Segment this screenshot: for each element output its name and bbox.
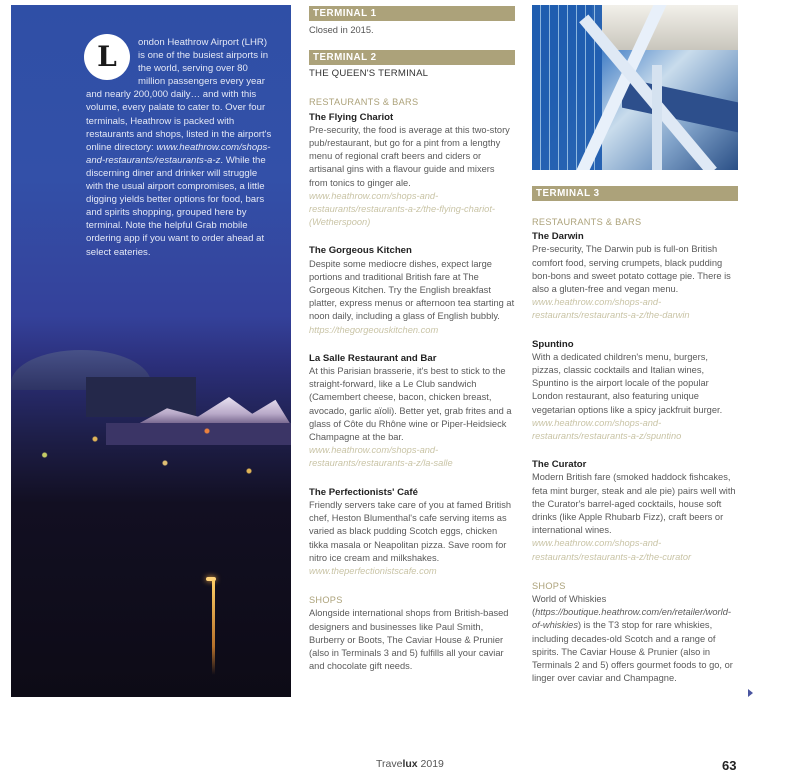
intro-text-lead: ondon Heathrow Airport (LHR) is one of the busiest airports in the world, serving over 80 million passengers every year and nearly 200,000 daily… and with this volume, every palate to cater to. Over four terminals, Heathrow is packed with restaurants and shops, listed in the airport's online directory: [86,37,272,153]
restaurant-description: Pre-security, The Darwin pub is full-on British comfort food, serving crumpets, black pudding bon-bons and sweet potato cottage pie. There is also a gluten-free and vegan menu. [532,244,731,295]
restaurant-name: The Perfectionists' Café [309,486,418,498]
restaurant-description: With a dedicated children's menu, burgers, pizzas, classic cocktails and Italian wines, Spuntino is the airport locale of the popular London restaurant, also featuring unique vegetarian options like a spicy jackfruit burger. [532,351,723,415]
restaurant-link[interactable]: www.heathrow.com/shops-and-restaurants/restaurants-a-z/the-curator [532,538,692,562]
restaurant-link[interactable]: www.heathrow.com/shops-and-restaurants/restaurants-a-z/the-flying-chariot-(Wetherspoon) [309,190,496,228]
terminal-interior-photo [532,5,738,170]
restaurant-link[interactable]: www.heathrow.com/shops-and-restaurants/restaurants-a-z/the-darwin [532,297,690,321]
restaurant-entry [532,338,738,444]
intro-text-tail: . While the discerning diner and drinker will struggle with the usual airport compromises, a little digging yields better options for food, bars and spirits shopping, grouped here by terminal. Note the helpful Grab mobile ordering app if you want to order ahead at select eateries. [86,154,266,258]
brand-prefix: Trave [376,758,403,770]
restaurant-entry [309,352,515,471]
terminal-2-heading: TERMINAL 2 [309,50,515,65]
brand-bold: lux [402,758,418,770]
street-lamp-pole [212,580,215,675]
restaurant-link[interactable]: www.heathrow.com/shops-and-restaurants/restaurants-a-z/la-salle [309,445,453,469]
restaurant-link[interactable]: https://thegorgeouskitchen.com [309,324,439,335]
restaurant-description: Modern British fare (smoked haddock fishcakes, feta mint burger, steak and ale pie) pairs well with the Curator's barrel-aged cocktails, house soft drinks (like Apple Rhubarb Fizz), craft beers or international wines. [532,472,736,536]
column-terminal-3 [532,186,738,686]
t3-shops-tail: ) is the T3 stop for rare whiskies, including decades-old Scotch and a range of spirits. The Caviar House & Prunier (also in Terminals 2 and 5) offers gourmet foods to go, or linger over caviar and Champagne. [532,620,733,684]
steel-beam [652,65,662,170]
dropcap-letter: L [84,34,130,80]
restaurant-entry [309,244,515,336]
t3-shops-lead: World of Whiskies ( [532,594,607,618]
t2-restaurants-heading: RESTAURANTS & BARS [309,97,419,108]
restaurant-description: Friendly servers take care of you at famed British chef, Heston Blumenthal's cafe serving items as varied as black pudding Scotch eggs, chicken tikka masala or Neapolitan pizza. Save room for nitro ice cream and milkshakes. [309,499,512,563]
t2-shops-heading: SHOPS [309,595,343,606]
directory-link[interactable]: www.heathrow.com/shops-and-restaurants/restaurants-a-z [86,141,271,166]
restaurant-description: Pre-security, the food is average at this two-story pub/restaurant, but go for a pint from a lengthy menu of regional craft beers and ciders or artisanal gins with a flavour guide and mixers from tonics to ginger ale. [309,124,510,188]
restaurant-name: La Salle Restaurant and Bar [309,352,437,364]
terminal-1-note: Closed in 2015. [309,25,374,35]
t2-shops-text: Alongside international shops from British-based designers and businesses like Paul Smith, Burberry or Boots, The Caviar House & Prunier (also in Terminals 3 and 5) fulfills all your caviar and chocolate gift needs. [309,608,509,672]
t3-restaurants-heading: RESTAURANTS & BARS [532,217,642,227]
terminal-2-subtitle: THE QUEEN'S TERMINAL [309,68,429,80]
restaurant-name: The Gorgeous Kitchen [309,245,412,257]
building-shape [86,377,196,417]
footer-year: 2019 [417,758,444,770]
restaurant-description: Despite some mediocre dishes, expect large portions and traditional British fare at The Gorgeous Kitchen. Try the English breakfast platter, express menus or afternoon tea starting at noon daily, including a glass of English bubbly. [309,258,515,322]
page-number: 63 [722,758,737,773]
restaurant-entry [309,111,515,230]
restaurant-description: At this Parisian brasserie, it's best to stick to the straight-forward, like a Le Club sandwich (Camembert cheese, bacon, chicken breast, avocado, garlic aïoli). Better yet, grab frites and a glass of Côte du Rhône wine or Piper-Heidsieck Champagne at the bar. [309,366,512,443]
restaurant-name: The Curator [532,459,587,471]
intro-paragraph [86,36,274,259]
t3-shops-text [532,593,738,685]
restaurant-name: The Flying Chariot [309,111,394,123]
t3-shops-heading: SHOPS [532,580,566,591]
restaurant-entry [309,486,515,578]
restaurant-entry [532,230,738,322]
ceiling-shape [592,5,738,50]
next-page-arrow-icon[interactable] [748,689,753,697]
city-lights [11,415,291,495]
terminal-1-heading: TERMINAL 1 [309,6,515,21]
restaurant-name: Spuntino [532,338,574,350]
restaurant-link[interactable]: www.heathrow.com/shops-and-restaurants/restaurants-a-z/spuntino [532,417,682,442]
restaurant-entry [532,458,738,564]
restaurant-link[interactable]: www.theperfectionistscafe.com [309,565,437,576]
restaurant-name: The Darwin [532,231,584,243]
column-terminal-1-2 [309,6,515,673]
terminal-3-heading: TERMINAL 3 [532,186,738,201]
world-of-whiskies-link[interactable]: https://boutique.heathrow.com/en/retailer/world-of-whiskies [532,607,731,631]
footer-brand [376,758,444,770]
